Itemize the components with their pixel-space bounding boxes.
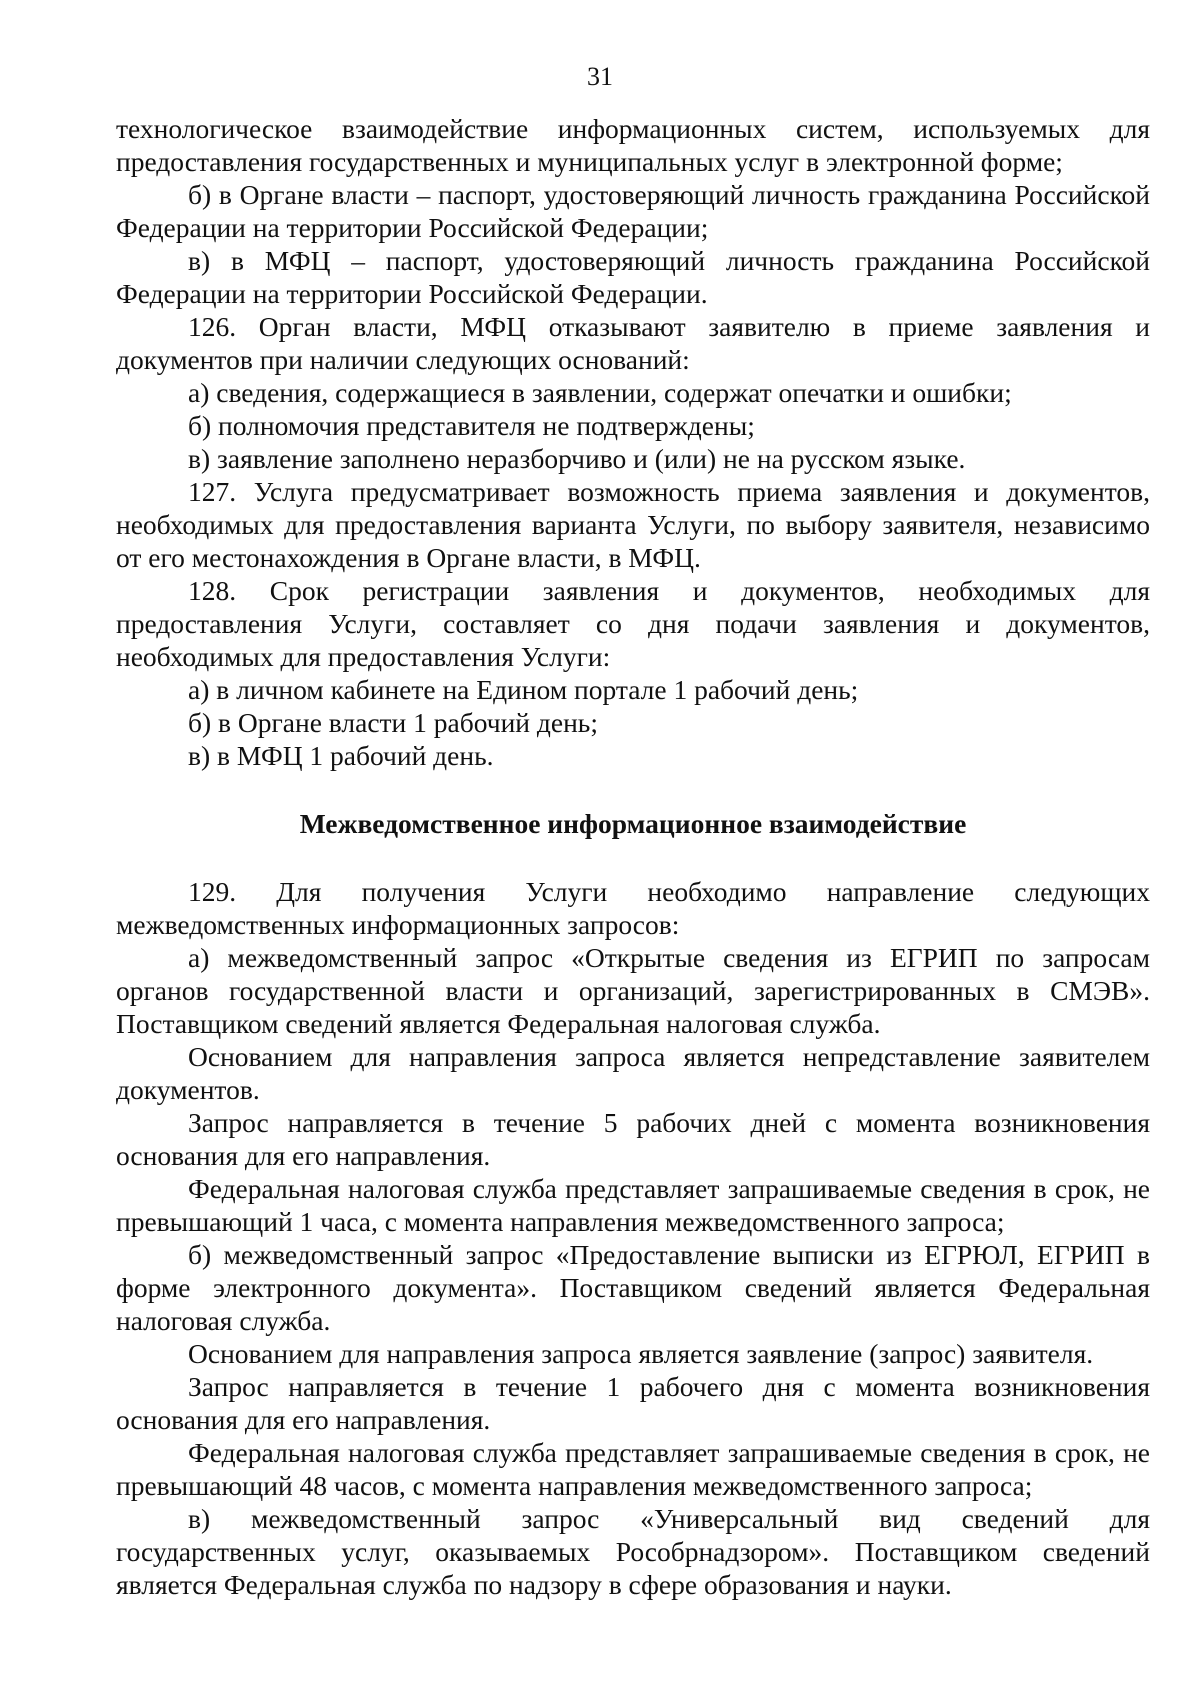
paragraph-129-v: в) межведомственный запрос «Универсальный вид сведений для государственных услуг, оказываемых Рособрнадзором». Поставщиком сведений является Федеральная служба по надзору в сфере образования и науки.	[116, 1503, 1150, 1600]
paragraph-129-b: б) межведомственный запрос «Предоставление выписки из ЕГРЮЛ, ЕГРИП в форме электронного документа». Поставщиком сведений является Федеральная налоговая служба.	[116, 1239, 1150, 1336]
paragraph-126: 126. Орган власти, МФЦ отказывают заявителю в приеме заявления и документов при наличии следующих оснований:	[116, 311, 1150, 375]
paragraph-126-b: б) полномочия представителя не подтверждены;	[188, 410, 755, 441]
paragraph-129-a-basis: Основанием для направления запроса является непредставление заявителем документов.	[116, 1041, 1150, 1105]
paragraph-continuation: технологическое взаимодействие информационных систем, используемых для предоставления государственных и муниципальных услуг в электронной форме;	[116, 113, 1150, 177]
paragraph-129-a-response: Федеральная налоговая служба представляет запрашиваемые сведения в срок, не превышающий 1 часа, с момента направления межведомственного запроса;	[116, 1173, 1150, 1237]
page-number: 31	[587, 62, 613, 91]
paragraph-item-v-passport: в) в МФЦ – паспорт, удостоверяющий личность гражданина Российской Федерации на территории Российской Федерации.	[116, 245, 1150, 309]
paragraph-128: 128. Срок регистрации заявления и документов, необходимых для предоставления Услуги, составляет со дня подачи заявления и документов, необходимых для предоставления Услуги:	[116, 575, 1150, 672]
section-heading: Межведомственное информационное взаимодействие	[299, 808, 967, 839]
paragraph-129-b-response: Федеральная налоговая служба представляет запрашиваемые сведения в срок, не превышающий 48 часов, с момента направления межведомственного запроса;	[116, 1437, 1150, 1501]
paragraph-129-b-term: Запрос направляется в течение 1 рабочего дня с момента возникновения основания для его направления.	[116, 1371, 1150, 1435]
paragraph-129-b-basis: Основанием для направления запроса является заявление (запрос) заявителя.	[188, 1338, 1094, 1369]
document-body	[116, 112, 1150, 1601]
paragraph-126-a: а) сведения, содержащиеся в заявлении, содержат опечатки и ошибки;	[188, 377, 1012, 408]
paragraph-item-b-passport: б) в Органе власти – паспорт, удостоверяющий личность гражданина Российской Федерации на территории Российской Федерации;	[116, 179, 1150, 243]
paragraph-128-b: б) в Органе власти 1 рабочий день;	[188, 707, 598, 738]
paragraph-128-a: а) в личном кабинете на Едином портале 1 рабочий день;	[188, 674, 859, 705]
paragraph-128-v: в) в МФЦ 1 рабочий день.	[188, 740, 494, 771]
paragraph-129: 129. Для получения Услуги необходимо направление следующих межведомственных информационных запросов:	[116, 876, 1150, 940]
paragraph-129-a-term: Запрос направляется в течение 5 рабочих дней с момента возникновения основания для его направления.	[116, 1107, 1150, 1171]
paragraph-126-v: в) заявление заполнено неразборчиво и (или) не на русском языке.	[188, 443, 966, 474]
paragraph-129-a: а) межведомственный запрос «Открытые сведения из ЕГРИП по запросам органов государственной власти и организаций, зарегистрированных в СМЭВ». Поставщиком сведений является Федеральная налоговая служба.	[116, 942, 1150, 1039]
paragraph-127: 127. Услуга предусматривает возможность приема заявления и документов, необходимых для предоставления варианта Услуги, по выбору заявителя, независимо от его местонахождения в Органе власти, в МФЦ.	[116, 476, 1150, 573]
